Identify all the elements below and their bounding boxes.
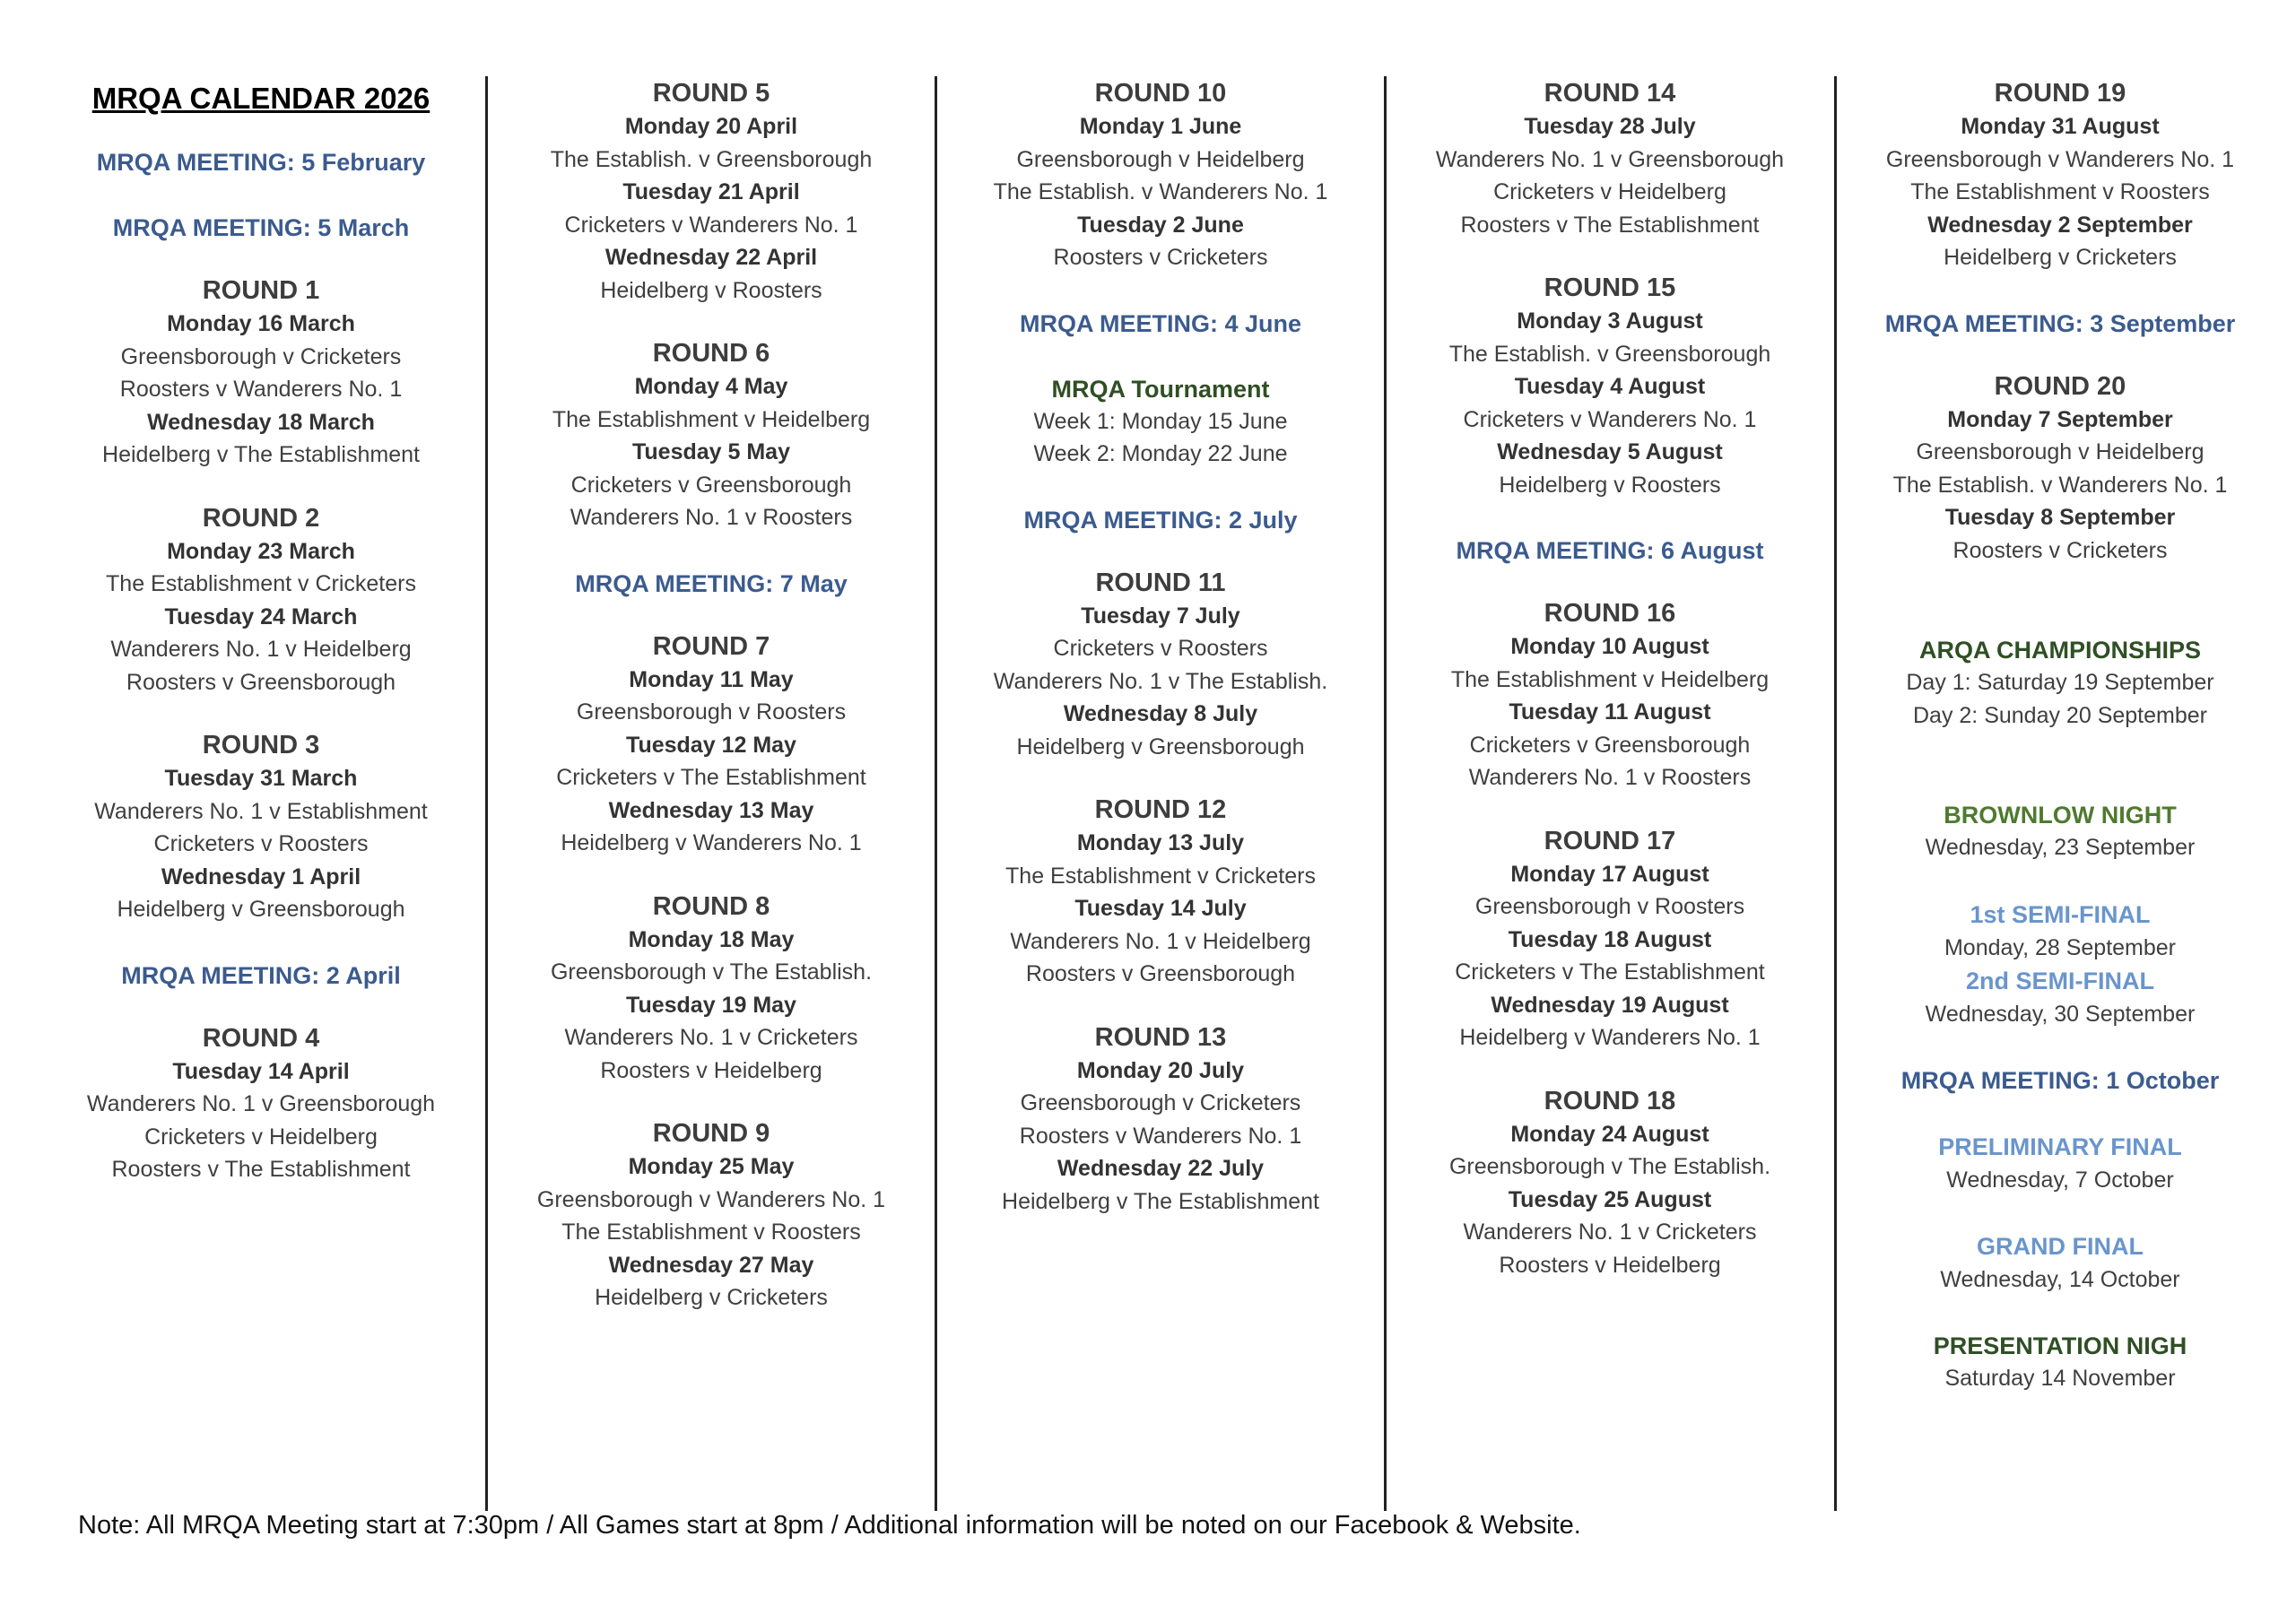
round-20-title: ROUND 20 (1994, 371, 2126, 401)
round-3-match-1: Wanderers No. 1 v Establishment (94, 798, 428, 824)
round-16-date-2: Tuesday 11 August (1509, 699, 1711, 725)
round-7-match-3: Heidelberg v Wanderers No. 1 (561, 830, 862, 855)
round-11-date-1: Tuesday 7 July (1081, 603, 1240, 629)
round-15-match-1: The Establish. v Greensborough (1448, 341, 1771, 367)
round-10-title: ROUND 10 (1094, 79, 1227, 108)
round-11-match-3: Heidelberg v Greensborough (1016, 733, 1305, 759)
round-4-date-1: Tuesday 14 April (172, 1058, 350, 1084)
preliminary-final-title: PRELIMINARY FINAL (1938, 1133, 2182, 1160)
column-3 (936, 76, 1385, 1511)
round-2-match-2: Wanderers No. 1 v Heidelberg (110, 637, 412, 662)
round-7-title: ROUND 7 (652, 631, 770, 661)
round-9-match-3: Heidelberg v Cricketers (595, 1285, 828, 1310)
round-11-title: ROUND 11 (1095, 568, 1226, 597)
round-13-match-3: Heidelberg v The Establishment (1002, 1188, 1319, 1214)
column-4 (1386, 76, 1834, 1511)
round-8-match-3: Roosters v Heidelberg (600, 1057, 822, 1083)
round-6-title: ROUND 6 (652, 339, 770, 368)
semi-final-1-date: Monday, 28 September (1944, 934, 2177, 960)
round-17-title: ROUND 17 (1544, 826, 1676, 855)
round-10-date-2: Tuesday 2 June (1077, 212, 1244, 238)
round-13-date-2: Wednesday 22 July (1057, 1156, 1265, 1181)
round-18-match-2: Wanderers No. 1 v Cricketers (1463, 1219, 1757, 1245)
round-1-match-3: Heidelberg v The Establishment (102, 442, 420, 467)
presentation-night-date: Saturday 14 November (1944, 1365, 2176, 1391)
round-6-match-3: Wanderers No. 1 v Roosters (570, 505, 853, 530)
round-8-date-1: Monday 18 May (628, 926, 795, 952)
round-15-title: ROUND 15 (1544, 273, 1676, 302)
round-18-match-1: Greensborough v The Establish. (1448, 1154, 1771, 1179)
column-divider-2 (935, 76, 937, 1511)
round-2-date-1: Monday 23 March (167, 538, 355, 564)
round-13-title: ROUND 13 (1094, 1022, 1227, 1052)
round-14-match-1: Wanderers No. 1 v Greensborough (1435, 146, 1785, 172)
semi-final-2-title: 2nd SEMI-FINAL (1966, 968, 2154, 994)
semi-final-2-date: Wednesday, 30 September (1925, 1002, 2196, 1027)
round-19-match-3: Heidelberg v Cricketers (1944, 245, 2177, 270)
meeting-september: MRQA MEETING: 3 September (1884, 309, 2236, 337)
round-19-match-1: Greensborough v Wanderers No. 1 (1885, 146, 2235, 172)
round-18-title: ROUND 18 (1544, 1086, 1676, 1115)
round-8-date-2: Tuesday 19 May (626, 992, 796, 1018)
round-2-match-1: The Establishment v Cricketers (106, 571, 416, 596)
column-1 (37, 76, 485, 1511)
round-2-title: ROUND 2 (202, 503, 320, 533)
round-12-match-2: Wanderers No. 1 v Heidelberg (1010, 928, 1311, 954)
round-10-match-3: Roosters v Cricketers (1053, 245, 1268, 270)
round-15-match-2: Cricketers v Wanderers No. 1 (1463, 406, 1757, 432)
round-4-match-3: Roosters v The Establishment (111, 1157, 411, 1182)
round-18-date-2: Tuesday 25 August (1508, 1186, 1712, 1212)
meeting-october: MRQA MEETING: 1 October (1900, 1066, 2220, 1094)
meeting-march: MRQA MEETING: 5 March (112, 214, 410, 241)
round-15-date-2: Tuesday 4 August (1514, 374, 1706, 399)
round-9-date-1: Monday 25 May (628, 1154, 795, 1179)
presentation-night-title: PRESENTATION NIGH (1933, 1332, 2187, 1359)
round-7-date-2: Tuesday 12 May (626, 732, 796, 758)
round-2-match-3: Roosters v Greensborough (126, 669, 396, 695)
round-19-date-2: Wednesday 2 September (1927, 212, 2193, 238)
round-2-date-2: Tuesday 24 March (164, 603, 358, 629)
round-9-date-2: Wednesday 27 May (608, 1252, 814, 1278)
meeting-may: MRQA MEETING: 7 May (575, 569, 848, 597)
round-3-match-3: Heidelberg v Greensborough (117, 897, 405, 922)
round-14-title: ROUND 14 (1544, 79, 1676, 108)
round-4-match-1: Wanderers No. 1 v Greensborough (86, 1091, 436, 1116)
round-15-date-3: Wednesday 5 August (1497, 439, 1723, 464)
round-7-date-1: Monday 11 May (629, 666, 794, 692)
round-5-date-3: Wednesday 22 April (604, 245, 818, 270)
round-1-date-2: Wednesday 18 March (147, 409, 375, 435)
round-13-match-1: Greensborough v Cricketers (1020, 1090, 1301, 1115)
meeting-june: MRQA MEETING: 4 June (1019, 309, 1302, 337)
round-16-date-1: Monday 10 August (1510, 634, 1709, 659)
round-16-match-2: Cricketers v Greensborough (1469, 732, 1751, 758)
round-14-match-3: Roosters v The Establishment (1460, 212, 1760, 238)
column-divider-3 (1384, 76, 1387, 1511)
round-12-date-2: Tuesday 14 July (1074, 896, 1247, 921)
round-14-match-2: Cricketers v Heidelberg (1493, 179, 1726, 204)
tournament-week-1: Week 1: Monday 15 June (1033, 408, 1288, 434)
round-5-title: ROUND 5 (652, 79, 770, 108)
round-16-match-3: Wanderers No. 1 v Roosters (1468, 765, 1752, 790)
round-16-title: ROUND 16 (1544, 599, 1676, 628)
round-20-date-1: Monday 7 September (1947, 406, 2173, 432)
round-8-match-1: Greensborough v The Establish. (550, 959, 873, 985)
column-divider-4 (1834, 76, 1837, 1511)
meeting-april: MRQA MEETING: 2 April (121, 961, 401, 989)
round-18-match-3: Roosters v Heidelberg (1499, 1252, 1721, 1278)
round-6-date-2: Tuesday 5 May (631, 439, 790, 464)
round-9-title: ROUND 9 (652, 1119, 770, 1148)
round-7-match-1: Greensborough v Roosters (576, 699, 847, 725)
round-1-title: ROUND 1 (202, 276, 320, 305)
round-5-date-2: Tuesday 21 April (622, 179, 800, 204)
round-20-match-2: The Establish. v Wanderers No. 1 (1892, 472, 2228, 498)
round-4-match-2: Cricketers v Heidelberg (144, 1124, 378, 1150)
round-16-match-1: The Establishment v Heidelberg (1450, 666, 1770, 692)
round-19-date-1: Monday 31 August (1961, 114, 2160, 139)
round-6-match-2: Cricketers v Greensborough (570, 472, 852, 498)
round-19-match-2: The Establishment v Roosters (1910, 179, 2210, 204)
round-1-match-2: Roosters v Wanderers No. 1 (119, 377, 403, 402)
round-15-match-3: Heidelberg v Roosters (1499, 472, 1721, 498)
grand-final-date: Wednesday, 14 October (1940, 1267, 2180, 1292)
round-11-date-2: Wednesday 8 July (1063, 701, 1258, 726)
calendar-columns (0, 76, 2296, 1511)
round-18-date-1: Monday 24 August (1510, 1121, 1709, 1147)
round-13-date-1: Monday 20 July (1076, 1057, 1245, 1083)
round-3-date-2: Wednesday 1 April (161, 864, 361, 890)
round-10-date-1: Monday 1 June (1079, 114, 1242, 139)
round-5-match-3: Heidelberg v Roosters (600, 277, 822, 303)
round-5-match-2: Cricketers v Wanderers No. 1 (564, 212, 858, 238)
tournament-week-2: Week 2: Monday 22 June (1033, 441, 1288, 466)
round-17-match-1: Greensborough v Roosters (1474, 894, 1745, 919)
round-9-match-1: Greensborough v Wanderers No. 1 (536, 1186, 886, 1212)
page-title: MRQA CALENDAR 2026 (91, 82, 430, 115)
round-5-match-1: The Establish. v Greensborough (550, 146, 873, 172)
meeting-july: MRQA MEETING: 2 July (1023, 506, 1298, 534)
column-5 (1836, 76, 2284, 1511)
grand-final-title: GRAND FINAL (1977, 1233, 2144, 1260)
round-3-date-1: Tuesday 31 March (164, 766, 358, 791)
meeting-february: MRQA MEETING: 5 February (96, 149, 426, 176)
brownlow-night-date: Wednesday, 23 September (1925, 835, 2196, 860)
footer-note: Note: All MRQA Meeting start at 7:30pm / All Games start at 8pm / Additional information will be noted on our Facebook & Website. (78, 1511, 1581, 1540)
round-17-date-1: Monday 17 August (1510, 861, 1709, 887)
round-1-date-1: Monday 16 March (167, 311, 355, 336)
round-11-match-1: Cricketers v Roosters (1053, 636, 1268, 661)
round-12-date-1: Monday 13 July (1076, 830, 1245, 855)
arqa-day-2: Day 2: Sunday 20 September (1913, 702, 2207, 728)
round-10-match-1: Greensborough v Heidelberg (1016, 146, 1305, 172)
arqa-championships-title: ARQA CHAMPIONSHIPS (1918, 637, 2202, 664)
round-1-match-1: Greensborough v Cricketers (120, 343, 402, 369)
round-20-date-2: Tuesday 8 September (1944, 505, 2176, 530)
round-13-match-2: Roosters v Wanderers No. 1 (1019, 1123, 1302, 1149)
round-14-date-1: Tuesday 28 July (1524, 114, 1696, 139)
round-12-match-3: Roosters v Greensborough (1025, 961, 1296, 986)
round-12-match-1: The Establishment v Cricketers (1005, 863, 1316, 889)
preliminary-final-date: Wednesday, 7 October (1946, 1167, 2174, 1193)
round-20-match-1: Greensborough v Heidelberg (1916, 439, 2205, 464)
arqa-day-1: Day 1: Saturday 19 September (1906, 670, 2214, 695)
round-8-match-2: Wanderers No. 1 v Cricketers (564, 1025, 858, 1050)
round-17-match-2: Cricketers v The Establishment (1455, 959, 1765, 985)
round-6-date-1: Monday 4 May (634, 374, 788, 399)
round-17-date-2: Tuesday 18 August (1508, 926, 1712, 952)
semi-final-1-title: 1st SEMI-FINAL (1970, 900, 2151, 928)
tournament-title: MRQA Tournament (1051, 375, 1270, 403)
column-divider-1 (485, 76, 488, 1511)
round-11-match-2: Wanderers No. 1 v The Establish. (993, 668, 1328, 694)
meeting-august: MRQA MEETING: 6 August (1456, 537, 1764, 564)
round-5-date-1: Monday 20 April (624, 114, 798, 139)
round-4-title: ROUND 4 (202, 1023, 320, 1053)
round-7-match-2: Cricketers v The Establishment (556, 765, 866, 790)
round-17-date-3: Wednesday 19 August (1491, 992, 1729, 1018)
round-12-title: ROUND 12 (1094, 795, 1227, 824)
round-3-title: ROUND 3 (202, 731, 320, 759)
column-2 (487, 76, 935, 1511)
round-8-title: ROUND 8 (652, 891, 770, 921)
round-20-match-3: Roosters v Cricketers (1952, 537, 2168, 563)
round-3-match-2: Cricketers v Roosters (153, 831, 369, 856)
round-10-match-2: The Establish. v Wanderers No. 1 (993, 179, 1328, 204)
round-6-match-1: The Establishment v Heidelberg (552, 406, 871, 432)
round-9-match-2: The Establishment v Roosters (561, 1219, 861, 1245)
round-19-title: ROUND 19 (1994, 79, 2126, 108)
round-17-match-3: Heidelberg v Wanderers No. 1 (1459, 1025, 1761, 1050)
round-7-date-3: Wednesday 13 May (608, 797, 814, 823)
brownlow-night-title: BROWNLOW NIGHT (1944, 802, 2177, 829)
round-15-date-1: Monday 3 August (1517, 308, 1703, 334)
